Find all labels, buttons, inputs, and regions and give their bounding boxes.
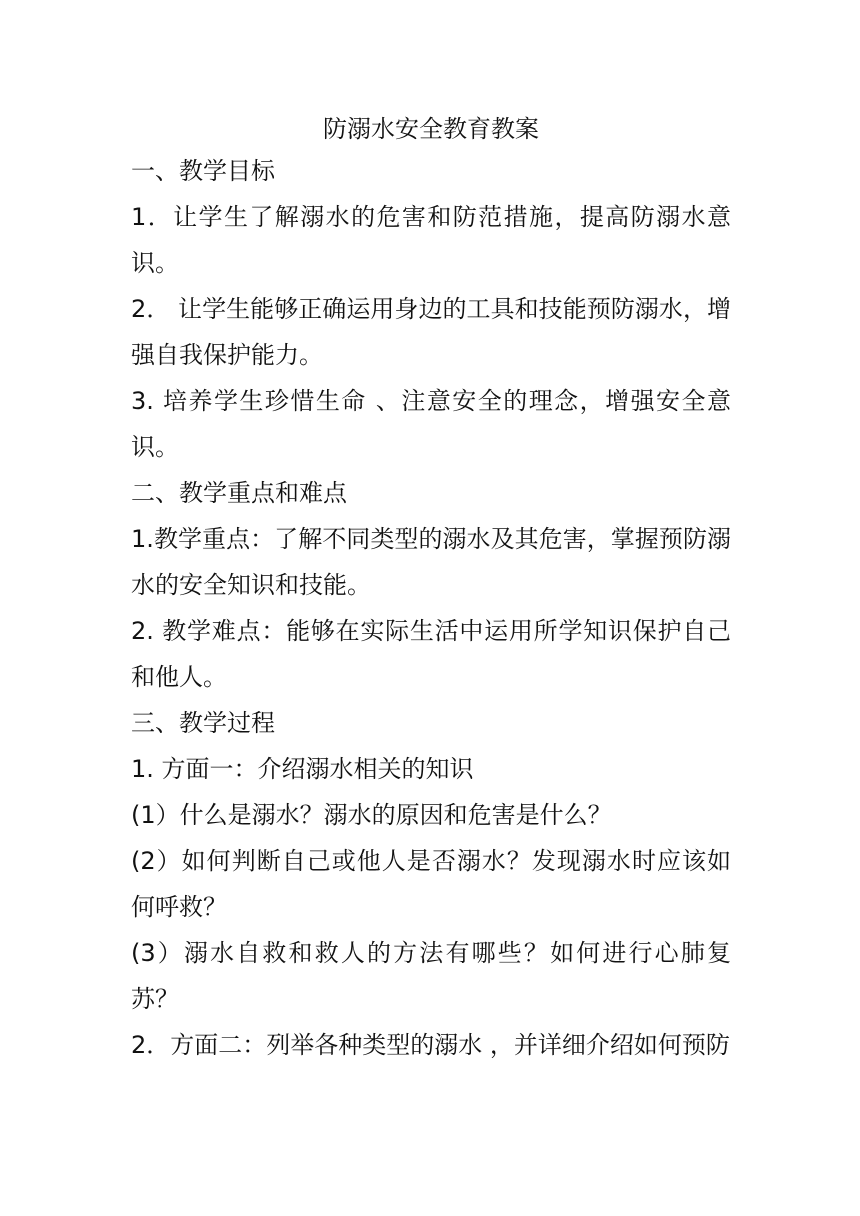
section-heading-key-points: 二、教学重点和难点: [131, 479, 347, 507]
objective-item-1: 1．让学生了解溺水的危害和防范措施，提高防溺水意识。: [131, 203, 731, 277]
key-point-item-2: 2. 教学难点：能够在实际生活中运用所学知识保护自己和他人。: [131, 617, 731, 691]
objective-item-2: 2． 让学生能够正确运用身边的工具和技能预防溺水，增强自我保护能力。: [131, 295, 731, 369]
section-heading-objectives: 一、教学目标: [131, 157, 275, 185]
process-subitem-1: (1）什么是溺水？溺水的原因和危害是什么？: [131, 801, 612, 829]
process-item-2: 2．方面二：列举各种类型的溺水 ，并详细介绍如何预防: [131, 1031, 730, 1059]
section-heading-process: 三、教学过程: [131, 709, 275, 737]
process-subitem-3: (3）溺水自救和救人的方法有哪些？如何进行心肺复苏？: [131, 939, 731, 1013]
objective-item-3: 3. 培养学生珍惜生命 、注意安全的理念，增强安全意识。: [131, 387, 731, 461]
document-title: 防溺水安全教育教案: [323, 115, 539, 143]
process-subitem-2: (2）如何判断自己或他人是否溺水？发现溺水时应该如何呼救？: [131, 847, 731, 921]
key-point-item-1: 1.教学重点：了解不同类型的溺水及其危害，掌握预防溺水的安全知识和技能。: [131, 525, 731, 599]
process-item-1: 1. 方面一：介绍溺水相关的知识: [131, 755, 474, 783]
document-body: [131, 110, 731, 1068]
